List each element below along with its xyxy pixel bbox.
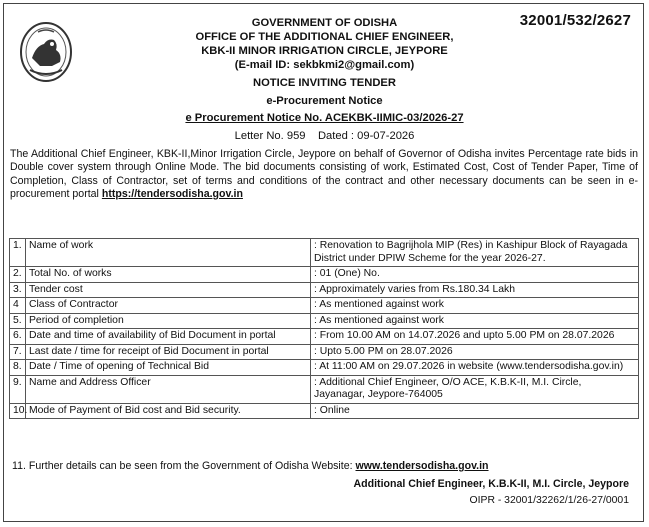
row-label: Total No. of works [26,267,311,283]
table-row [10,313,639,329]
notice-title: NOTICE INVITING TENDER [253,77,396,89]
notice-number: e Procurement Notice No. ACEKBK-IIMIC-03/2026-27 [185,112,464,124]
row-number: 4 [10,298,26,314]
signatory: Additional Chief Engineer, K.B.K-II, M.I. Circle, Jeypore [353,478,629,490]
table-row [10,267,639,283]
row-value: : From 10.00 AM on 14.07.2026 and upto 5.00 PM on 28.07.2026 [311,329,639,345]
row-number: 1. [10,239,26,267]
row-number: 2. [10,267,26,283]
letter-number: Letter No. 959 Dated : 09-07-2026 [234,130,415,142]
row-label: Name of work [26,239,311,267]
row-label: Date and time of availability of Bid Document in portal [26,329,311,345]
row-value: : Approximately varies from Rs.180.34 Lakh [311,282,639,298]
row-label: Tender cost [26,282,311,298]
row-value: : Upto 5.00 PM on 28.07.2026 [311,344,639,360]
row-value: : As mentioned against work [311,313,639,329]
table-row [10,298,639,314]
row-value: : Online [311,403,639,419]
website-link[interactable]: www.tendersodisha.gov.in [355,460,489,472]
row-value: : At 11:00 AM on 29.07.2026 in website (www.tendersodisha.gov.in) [311,360,639,376]
notice-paragraph-text: The Additional Chief Engineer, KBK-II,Minor Irrigation Circle, Jeypore on behalf of Governor of Odisha invites Percentage rate bids in Double cover system through Online Mode. The bid documents consisting of work, Estimated Cost, Cost of Tender Paper, Time of Completion, Class of Contractor, set of terms and conditions of the contract and other necessary documents can be seen in e-procurement portal [10,148,638,200]
row-number: 5. [10,313,26,329]
table-row [10,403,639,419]
row-number: 7. [10,344,26,360]
row-number: 9. [10,375,26,403]
table-row [10,360,639,376]
tender-notice [3,3,644,522]
row-label: Class of Contractor [26,298,311,314]
government-heading: GOVERNMENT OF ODISHA [251,17,398,29]
reference-number: 32001/532/2627 [519,12,631,29]
row-label: Period of completion [26,313,311,329]
row-number: 8. [10,360,26,376]
row-value: : 01 (One) No. [311,267,639,283]
further-details-text: 11. Further details can be seen from the Government of Odisha Website: [12,460,353,472]
row-number: 3. [10,282,26,298]
table-row [10,329,639,345]
table-row [10,375,639,403]
circle-heading: KBK-II MINOR IRRIGATION CIRCLE, JEYPORE [201,45,448,57]
row-value: : Renovation to Bagrijhola MIP (Res) in Kashipur Block of Rayagada District under DPIW Scheme for the year 2026-27. [311,239,639,267]
row-label: Date / Time of opening of Technical Bid [26,360,311,376]
email-line: (E-mail ID: sekbkmi2@gmail.com) [234,59,415,71]
oipr-number: OIPR - 32001/32262/1/26-27/0001 [469,495,629,506]
table-row [10,344,639,360]
notice-subtitle: e-Procurement Notice [266,95,383,107]
office-heading: OFFICE OF THE ADDITIONAL CHIEF ENGINEER, [195,31,454,43]
row-label: Name and Address Officer [26,375,311,403]
row-value: : Additional Chief Engineer, O/O ACE, K.B.K-II, M.I. Circle, Jayanagar, Jeypore-764005 [311,375,639,403]
row-label: Last date / time for receipt of Bid Document in portal [26,344,311,360]
table-row [10,239,639,267]
row-number: 6. [10,329,26,345]
portal-link[interactable]: https://tendersodisha.gov.in [101,187,243,200]
row-number: 10. [10,403,26,419]
row-label: Mode of Payment of Bid cost and Bid security. [26,403,311,419]
notice-paragraph [10,148,638,201]
further-details [12,460,489,472]
tender-details-table [9,238,639,419]
table-row [10,282,639,298]
row-value: : As mentioned against work [311,298,639,314]
